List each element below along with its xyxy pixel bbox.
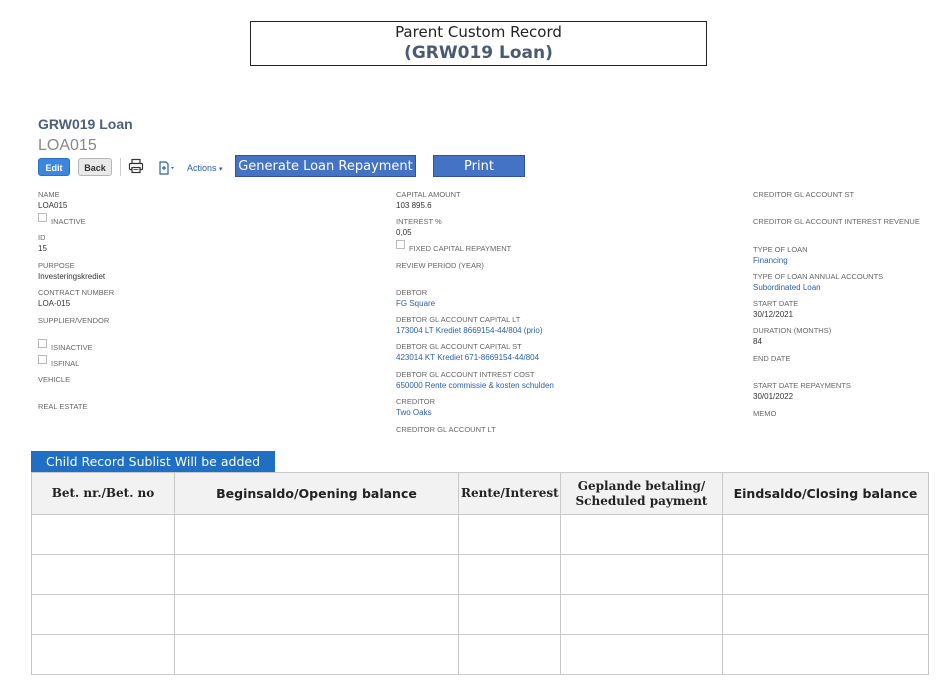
isfinal-label: ISFINAL — [51, 359, 80, 368]
purpose-value: Investeringskrediet — [38, 272, 106, 281]
fixed-capital-repayment-checkbox[interactable] — [396, 240, 405, 249]
creditor-gl-st-label: CREDITOR GL ACCOUNT ST — [753, 190, 855, 199]
debtor-link[interactable]: FG Square — [396, 299, 436, 308]
creditor-gl-lt-label: CREDITOR GL ACCOUNT LT — [396, 425, 496, 434]
type-of-loan-annual-link[interactable]: Subordinated Loan — [753, 283, 821, 292]
table-cell[interactable] — [723, 555, 929, 595]
table-row[interactable] — [32, 635, 929, 675]
purpose-label: PURPOSE — [38, 261, 75, 270]
actions-menu[interactable] — [187, 163, 223, 173]
vehicle-label: VEHICLE — [38, 375, 71, 384]
back-button[interactable]: Back — [78, 158, 112, 176]
type-of-loan-label: TYPE OF LOAN — [753, 245, 808, 254]
table-cell[interactable] — [561, 515, 723, 555]
name-value: LOA015 — [38, 201, 68, 210]
generate-loan-repayment-button[interactable]: Generate Loan Repayment — [235, 155, 416, 177]
table-cell[interactable] — [459, 555, 561, 595]
table-cell[interactable] — [723, 515, 929, 555]
column-header-interest: Rente/Interest — [459, 473, 561, 515]
table-cell[interactable] — [175, 595, 459, 635]
callout-line-1: Parent Custom Record — [395, 23, 562, 41]
inactive-label: INACTIVE — [51, 217, 86, 226]
isinactive-checkbox[interactable] — [38, 339, 47, 348]
id-label: ID — [38, 233, 46, 242]
review-period-label: REVIEW PERIOD (YEAR) — [396, 261, 484, 270]
column-header-closing-balance: Eindsaldo/Closing balance — [723, 473, 929, 515]
memo-label: MEMO — [753, 409, 777, 418]
table-cell[interactable] — [459, 515, 561, 555]
start-date-repayments-label: START DATE REPAYMENTS — [753, 381, 851, 390]
debtor-gl-capital-lt-link[interactable]: 173004 LT Krediet 8669154-44/804 (prio) — [396, 326, 543, 335]
table-cell[interactable] — [32, 595, 175, 635]
table-row[interactable] — [32, 555, 929, 595]
table-cell[interactable] — [561, 595, 723, 635]
name-label: NAME — [38, 190, 60, 199]
table-cell[interactable] — [32, 555, 175, 595]
duration-label: DURATION (MONTHS) — [753, 326, 832, 335]
actions-label: Actions — [187, 163, 217, 173]
column-header-scheduled-payment — [561, 473, 723, 515]
scheduled-payment-line-2: Scheduled payment — [575, 493, 708, 508]
table-cell[interactable] — [723, 595, 929, 635]
table-cell[interactable] — [723, 635, 929, 675]
interest-label: INTEREST % — [396, 217, 442, 226]
fixed-capital-repayment-label: FIXED CAPITAL REPAYMENT — [409, 244, 512, 253]
interest-value: 0,05 — [396, 228, 412, 237]
creditor-link[interactable]: Two Oaks — [396, 408, 432, 417]
table-cell[interactable] — [561, 635, 723, 675]
record-type-title: GRW019 Loan — [38, 116, 133, 132]
child-sublist-tab[interactable]: Child Record Sublist Will be added — [31, 451, 275, 472]
parent-record-callout — [250, 21, 707, 66]
table-cell[interactable] — [32, 515, 175, 555]
capital-amount-value: 103 895.6 — [396, 201, 432, 210]
table-cell[interactable] — [561, 555, 723, 595]
debtor-gl-capital-st-label: DEBTOR GL ACCOUNT CAPITAL ST — [396, 342, 522, 351]
edit-button[interactable]: Edit — [38, 158, 70, 176]
print-icon[interactable] — [128, 158, 144, 174]
table-cell[interactable] — [175, 515, 459, 555]
table-cell[interactable] — [175, 555, 459, 595]
debtor-gl-interest-cost-label: DEBTOR GL ACCOUNT INTREST COST — [396, 370, 535, 379]
type-of-loan-annual-label: TYPE OF LOAN ANNUAL ACCOUNTS — [753, 272, 884, 281]
debtor-gl-interest-cost-link[interactable]: 650000 Rente commissie & kosten schulden — [396, 381, 554, 390]
table-cell[interactable] — [459, 595, 561, 635]
isinactive-label: ISINACTIVE — [51, 343, 93, 352]
print-button[interactable]: Print — [433, 155, 525, 177]
column-header-opening-balance: Beginsaldo/Opening balance — [175, 473, 459, 515]
column-header-bet-nr: Bet. nr./Bet. no — [32, 473, 175, 515]
start-date-label: START DATE — [753, 299, 799, 308]
debtor-gl-capital-lt-label: DEBTOR GL ACCOUNT CAPITAL LT — [396, 315, 521, 324]
start-date-value: 30/12/2021 — [753, 310, 794, 319]
isfinal-checkbox[interactable] — [38, 355, 47, 364]
type-of-loan-link[interactable]: Financing — [753, 256, 788, 265]
callout-line-2: (GRW019 Loan) — [404, 43, 553, 63]
new-record-icon[interactable] — [158, 161, 178, 175]
debtor-label: DEBTOR — [396, 288, 428, 297]
creditor-gl-interest-revenue-label: CREDITOR GL ACCOUNT INTEREST REVENUE — [753, 217, 920, 226]
table-cell[interactable] — [32, 635, 175, 675]
table-header-row — [32, 473, 929, 515]
real-estate-label: REAL ESTATE — [38, 402, 88, 411]
capital-amount-label: CAPITAL AMOUNT — [396, 190, 461, 199]
scheduled-payment-line-1: Geplande betaling/ — [577, 478, 706, 493]
chevron-down-icon: ▾ — [219, 166, 223, 173]
toolbar-divider — [120, 158, 121, 176]
table-row[interactable] — [32, 515, 929, 555]
duration-value: 84 — [753, 337, 762, 346]
id-value: 15 — [38, 244, 47, 253]
inactive-checkbox[interactable] — [38, 213, 47, 222]
start-date-repayments-value: 30/01/2022 — [753, 392, 794, 401]
contract-number-label: CONTRACT NUMBER — [38, 288, 115, 297]
creditor-label: CREDITOR — [396, 397, 436, 406]
end-date-label: END DATE — [753, 354, 791, 363]
table-cell[interactable] — [459, 635, 561, 675]
table-cell[interactable] — [175, 635, 459, 675]
contract-number-value: LOA-015 — [38, 299, 71, 308]
debtor-gl-capital-st-link[interactable]: 423014 KT Krediet 671-8669154-44/804 — [396, 353, 540, 362]
supplier-vendor-label: SUPPLIER/VENDOR — [38, 316, 110, 325]
child-sublist-table — [31, 472, 929, 675]
table-row[interactable] — [32, 595, 929, 635]
record-id: LOA015 — [38, 137, 97, 154]
